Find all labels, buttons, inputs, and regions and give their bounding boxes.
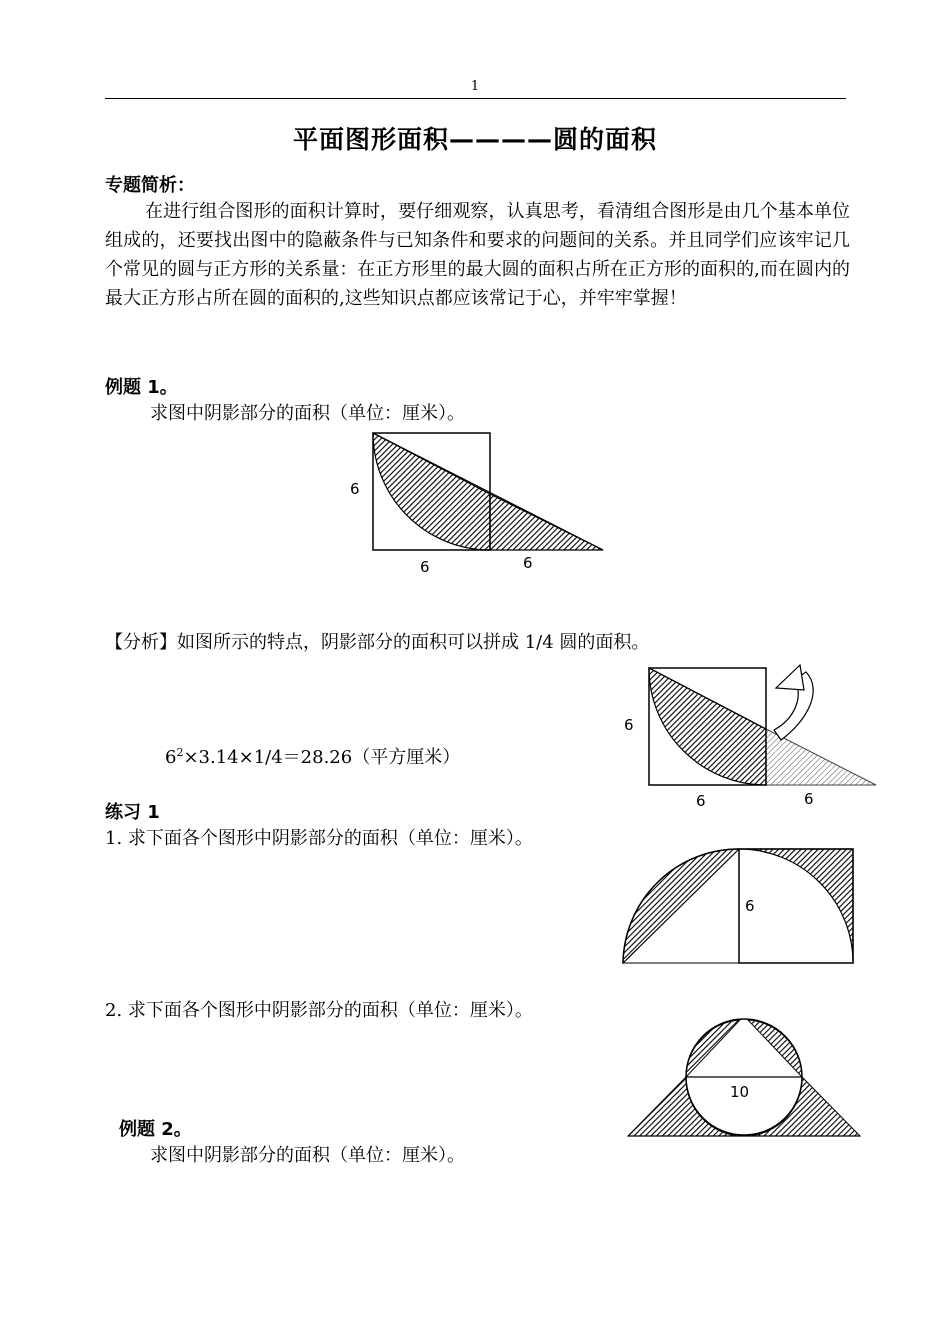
example1-question: 求图中阴影部分的面积（单位：厘米）。 (150, 403, 465, 424)
example1-bottom-right-label: 6 (523, 554, 533, 572)
analysis-side-label: 6 (624, 716, 634, 734)
intro-paragraph: 在进行组合图形的面积计算时，要仔细观察，认真思考，看清组合图形是由几个基本单位组成的，还要找出图中的隐蔽条件与已知条件和要求的问题间的关系。并且同学们应该牢记几个常见的圆与正方形的关系量：在正方形里的最大圆的面积占所在正方形的面积的,而在圆内的最大正方形占所在圆的面积的,这些知识点都应该常记于心，并牢牢掌握！ (105, 201, 850, 309)
analysis-bottom-right-label: 6 (804, 790, 814, 808)
practice1-figure1-label: 6 (745, 897, 755, 915)
example1-side-label: 6 (350, 480, 360, 498)
page-title: 平面图形面积————圆的面积 (292, 125, 657, 154)
practice1-question2: 2. 求下面各个图形中阴影部分的面积（单位：厘米）。 (105, 1000, 533, 1021)
practice1-question1: 1. 求下面各个图形中阴影部分的面积（单位：厘米）。 (105, 828, 533, 849)
analysis-formula (165, 738, 460, 772)
example1-bottom-left-label: 6 (420, 558, 430, 576)
analysis-bottom-left-label: 6 (696, 792, 706, 810)
formula-exponent: 2 (176, 746, 184, 759)
example1-heading: 例题 1。 (105, 377, 178, 398)
practice1-figure2-label: 10 (730, 1083, 750, 1101)
intro-heading: 专题简析： (105, 175, 195, 196)
practice1-figure2 (624, 1015, 869, 1140)
example2-question: 求图中阴影部分的面积（单位：厘米）。 (150, 1145, 465, 1166)
example2-heading: 例题 2。 (119, 1119, 192, 1140)
page-number: 1 (470, 79, 480, 94)
practice1-heading: 练习 1 (105, 802, 160, 823)
example1-figure (340, 428, 620, 578)
analysis-figure (618, 660, 888, 810)
practice1-figure1 (618, 845, 858, 970)
analysis-text: 【分析】如图所示的特点，阴影部分的面积可以拼成 1/4 圆的面积。 (105, 632, 650, 653)
formula-rest: ×3.14×1/4＝28.26（平方厘米） (183, 747, 461, 768)
formula-base: 6 (165, 747, 177, 768)
header-rule (105, 98, 846, 99)
